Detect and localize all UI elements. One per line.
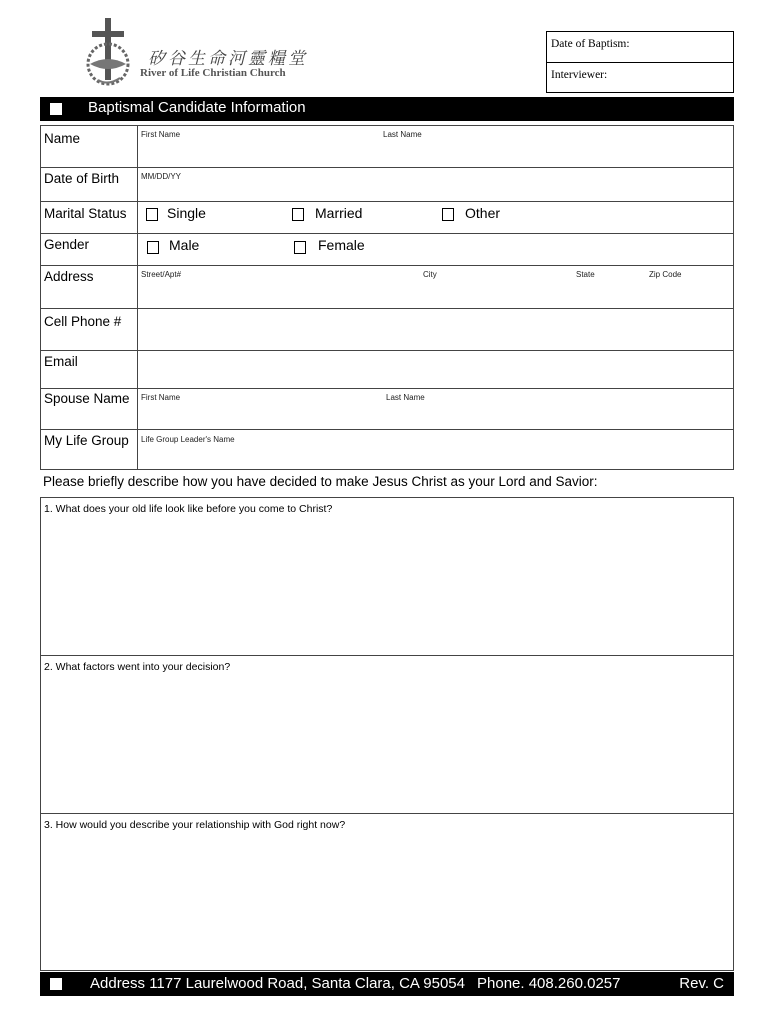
life-group-row[interactable]	[41, 430, 733, 469]
male-checkbox[interactable]	[147, 241, 159, 254]
first-name-hint: First Name	[141, 130, 181, 139]
footer-address: Address 1177 Laurelwood Road, Santa Clara, CA 95054	[90, 975, 465, 992]
name-row[interactable]	[41, 126, 733, 168]
interviewer-field[interactable]: Interviewer:	[547, 62, 733, 92]
spouse-last-hint: Last Name	[386, 393, 425, 402]
other-label: Other	[465, 205, 501, 221]
square-bullet-icon	[50, 103, 62, 115]
email-row[interactable]	[41, 351, 733, 389]
address-label: Address	[44, 269, 94, 284]
question-1-text: 1. What does your old life look like before you come to Christ?	[44, 503, 333, 515]
cell-phone-label: Cell Phone #	[44, 314, 122, 329]
male-label: Male	[169, 237, 200, 253]
single-label: Single	[167, 205, 206, 221]
spouse-label: Spouse Name	[44, 391, 130, 406]
dob-hint: MM/DD/YY	[141, 172, 181, 181]
date-of-baptism-field[interactable]: Date of Baptism:	[551, 38, 630, 50]
logo-english-name: River of Life Christian Church	[140, 67, 286, 79]
question-3-text: 3. How would you describe your relationship with God right now?	[44, 819, 346, 831]
testimony-prompt: Please briefly describe how you have decided to make Jesus Christ as your Lord and Savior:	[43, 474, 598, 489]
spouse-first-hint: First Name	[141, 393, 181, 402]
dob-label: Date of Birth	[44, 171, 120, 186]
city-hint: City	[423, 270, 437, 279]
life-group-hint: Life Group Leader's Name	[141, 435, 235, 444]
street-hint: Street/Apt#	[141, 270, 182, 279]
married-label: Married	[315, 205, 363, 221]
candidate-info-table	[40, 125, 734, 470]
footer-bar	[40, 972, 734, 996]
cross-globe-icon	[78, 18, 148, 88]
marital-row	[41, 202, 733, 234]
cell-phone-row[interactable]	[41, 309, 733, 351]
section-header	[40, 97, 734, 121]
question-2-area[interactable]	[41, 656, 733, 814]
name-label: Name	[44, 131, 81, 146]
footer-phone: Phone. 408.260.0257	[477, 975, 621, 992]
marital-label: Marital Status	[44, 206, 127, 221]
question-1-area[interactable]	[41, 498, 733, 656]
email-label: Email	[44, 354, 78, 369]
female-label: Female	[318, 237, 365, 253]
state-hint: State	[576, 270, 595, 279]
spouse-row[interactable]	[41, 389, 733, 430]
gender-row	[41, 234, 733, 266]
questions-box	[40, 497, 734, 971]
other-checkbox[interactable]	[442, 208, 454, 221]
female-checkbox[interactable]	[294, 241, 306, 254]
single-checkbox[interactable]	[146, 208, 158, 221]
last-name-hint: Last Name	[383, 130, 422, 139]
question-3-area[interactable]	[41, 814, 733, 970]
section-title: Baptismal Candidate Information	[88, 99, 306, 116]
square-bullet-icon	[50, 978, 62, 990]
zip-hint: Zip Code	[649, 270, 682, 279]
life-group-label: My Life Group	[44, 433, 129, 448]
logo-chinese-name: 矽谷生命河靈糧堂	[148, 49, 308, 69]
office-use-box	[546, 31, 734, 93]
address-row[interactable]	[41, 266, 733, 309]
gender-label: Gender	[44, 237, 90, 252]
dob-row[interactable]	[41, 168, 733, 202]
married-checkbox[interactable]	[292, 208, 304, 221]
footer-revision: Rev. C	[679, 975, 724, 992]
question-2-text: 2. What factors went into your decision?	[44, 661, 231, 673]
